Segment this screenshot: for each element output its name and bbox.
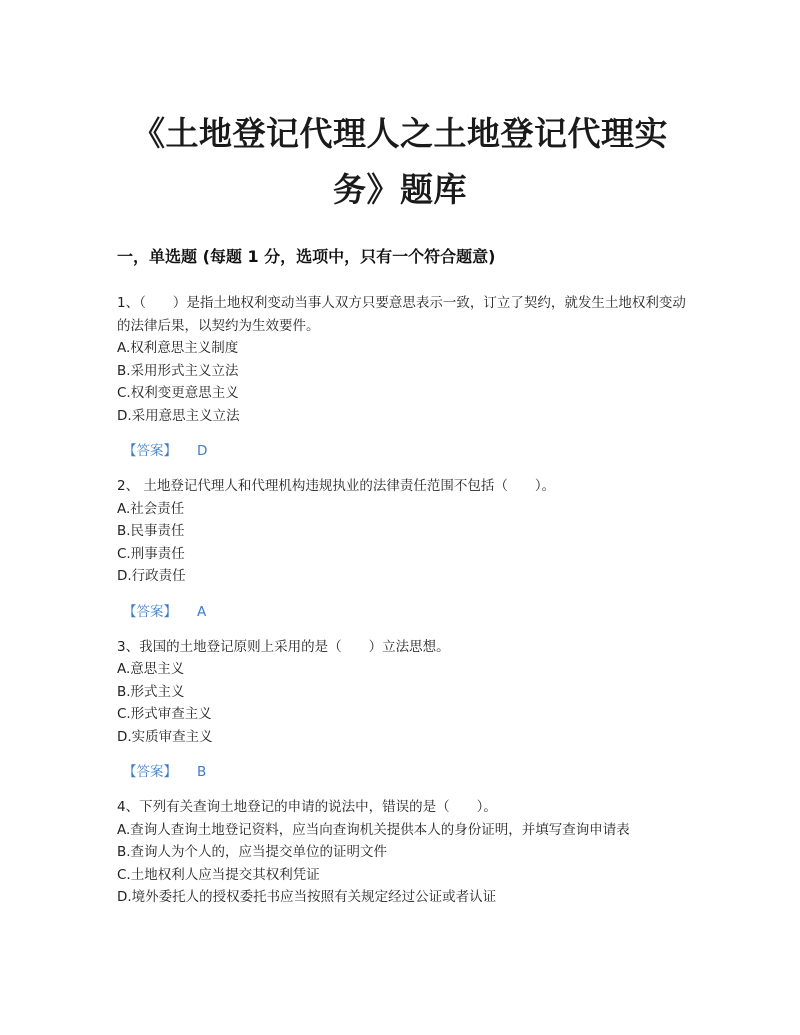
option-b: B.采用形式主义立法 bbox=[117, 362, 239, 379]
answer-value: A bbox=[197, 603, 207, 620]
answer-label: 【答案】 bbox=[123, 603, 177, 620]
option-c: C.土地权利人应当提交其权利凭证 bbox=[117, 866, 320, 883]
question-stem: 2、 土地登记代理人和代理机构违规执业的法律责任范围不包括（ ）。 bbox=[117, 478, 556, 494]
document-title-line-1: 《土地登记代理人之土地登记代理实 bbox=[132, 114, 668, 153]
question-stem: 4、下列有关查询土地登记的申请的说法中，错误的是（ ）。 bbox=[117, 799, 497, 815]
question-3 bbox=[117, 636, 687, 784]
document-title bbox=[100, 106, 700, 218]
answer-label: 【答案】 bbox=[123, 764, 177, 780]
option-b: B.查询人为个人的，应当提交单位的证明文件 bbox=[117, 844, 388, 860]
question-2 bbox=[117, 475, 687, 623]
answer-value: B bbox=[197, 764, 207, 780]
option-a: A.社会责任 bbox=[117, 500, 185, 517]
answer-line bbox=[117, 440, 687, 462]
answer-line bbox=[117, 601, 687, 623]
option-c: C.刑事责任 bbox=[117, 545, 185, 562]
question-stem: 1、（ ）是指土地权利变动当事人双方只要意思表示一致，订立了契约，就发生土地权利变动的法律后果，以契约为生效要件。 bbox=[117, 295, 686, 334]
option-d: D.实质审查主义 bbox=[117, 728, 213, 745]
answer-value: D bbox=[197, 443, 208, 459]
option-d: D.境外委托人的授权委托书应当按照有关规定经过公证或者认证 bbox=[117, 889, 497, 905]
option-a: A.查询人查询土地登记资料，应当向查询机关提供本人的身份证明，并填写查询申请表 bbox=[117, 821, 630, 838]
option-a: A.意思主义 bbox=[117, 661, 185, 677]
answer-line bbox=[117, 761, 687, 783]
option-d: D.采用意思主义立法 bbox=[117, 407, 240, 424]
option-c: C.权利变更意思主义 bbox=[117, 385, 239, 401]
answer-label: 【答案】 bbox=[123, 443, 177, 459]
section-heading: 一，单选题 (每题 1 分，选项中，只有一个符合题意) bbox=[117, 247, 496, 266]
option-b: B.形式主义 bbox=[117, 683, 185, 700]
question-list bbox=[117, 292, 687, 909]
option-b: B.民事责任 bbox=[117, 523, 185, 539]
question-4 bbox=[117, 796, 687, 909]
question-1 bbox=[117, 292, 687, 462]
option-a: A.权利意思主义制度 bbox=[117, 340, 239, 356]
option-c: C.形式审查主义 bbox=[117, 706, 212, 722]
question-stem: 3、我国的土地登记原则上采用的是（ ）立法思想。 bbox=[117, 638, 450, 655]
document-title-line-2: 务》题库 bbox=[333, 170, 467, 209]
option-d: D.行政责任 bbox=[117, 568, 186, 584]
